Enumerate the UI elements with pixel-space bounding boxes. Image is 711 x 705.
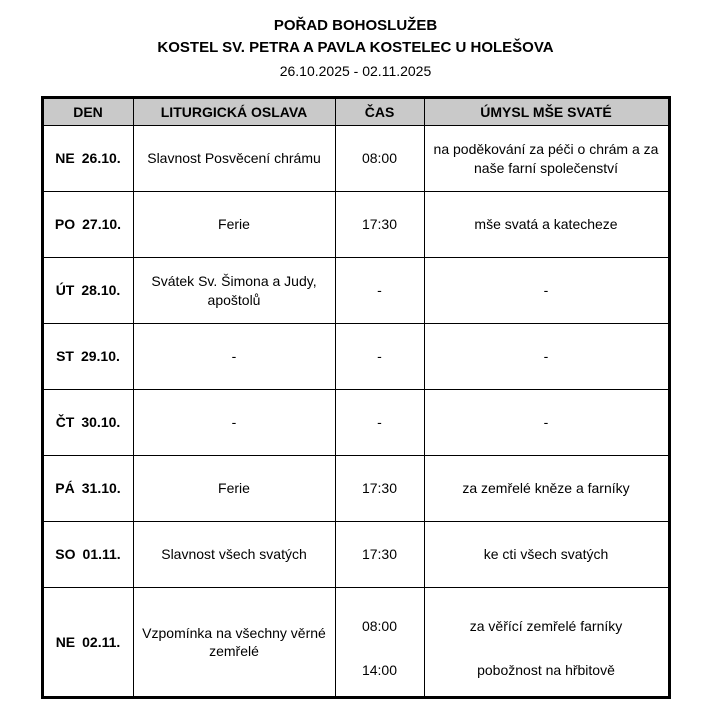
day-cell [42,456,133,522]
day-cell [42,522,133,588]
table-row [42,258,669,324]
table-row [42,522,669,588]
table-row [42,390,669,456]
date-range: 26.10.2025 - 02.11.2025 [279,62,432,79]
time-entry: 08:00 [361,617,398,634]
table-row [42,588,669,698]
intention-stack [431,605,662,681]
celebration-cell: Ferie [133,192,335,258]
day-abbr: PÁ [55,480,75,497]
time-cell: 17:30 [335,192,424,258]
intention-cell: ke cti všech svatých [424,522,669,588]
table-header-row [42,98,669,126]
time-cell: 08:00 [335,126,424,192]
time-cell: 17:30 [335,456,424,522]
day-abbr: NE [55,633,76,650]
day-date: 30.10. [81,414,121,431]
day-abbr: ST [56,348,74,365]
intention-cell: za zemřelé kněze a farníky [424,456,669,522]
table-row [42,324,669,390]
day-date: 31.10. [81,480,121,497]
day-date: 29.10. [80,348,120,365]
day-cell [42,324,133,390]
celebration-cell: Slavnost všech svatých [133,522,335,588]
intention-cell: - [424,390,669,456]
time-cell: - [335,258,424,324]
intention-cell: na poděkování za péči o chrám a za naše farní společenství [424,126,669,192]
day-cell [42,390,133,456]
day-cell [42,258,133,324]
table-row [42,126,669,192]
table-row [42,192,669,258]
time-cell: - [335,324,424,390]
day-date: 28.10. [81,282,121,299]
day-date: 01.11. [82,546,121,563]
celebration-cell: Vzpomínka na všechny věrné zemřelé [133,588,335,698]
day-cell [42,192,133,258]
column-header-celebration: LITURGICKÁ OSLAVA [133,98,335,126]
day-date: 27.10. [82,216,122,233]
table-row [42,456,669,522]
day-date: 26.10. [81,150,121,167]
day-abbr: NE [55,150,75,167]
celebration-cell: - [133,390,335,456]
celebration-cell: Slavnost Posvěcení chrámu [133,126,335,192]
intention-cell: - [424,258,669,324]
schedule-table [41,96,671,699]
celebration-cell: - [133,324,335,390]
column-header-day: DEN [42,98,133,126]
day-date: 02.11. [82,633,121,650]
celebration-cell: Ferie [133,456,335,522]
page-title: POŘAD BOHOSLUŽEB [273,17,438,34]
time-stack [342,605,418,681]
intention-entry: za věřící zemřelé farníky [469,617,623,634]
day-abbr: ČT [55,414,75,431]
day-cell [42,588,133,698]
day-cell [42,126,133,192]
time-cell [335,588,424,698]
time-entry: 14:00 [361,662,398,679]
page-subtitle: KOSTEL SV. PETRA A PAVLA KOSTELEC U HOLEŠOVA [157,39,554,57]
time-cell: 17:30 [335,522,424,588]
document-header [0,16,711,80]
column-header-time: ČAS [335,98,424,126]
day-abbr: PO [54,216,76,233]
day-abbr: SO [55,546,76,563]
column-header-intention: ÚMYSL MŠE SVATÉ [424,98,669,126]
day-abbr: ÚT [55,282,75,299]
intention-entry: pobožnost na hřbitově [477,662,615,679]
time-cell: - [335,390,424,456]
intention-cell [424,588,669,698]
celebration-cell: Svátek Sv. Šimona a Judy, apoštolů [133,258,335,324]
intention-cell: mše svatá a katecheze [424,192,669,258]
intention-cell: - [424,324,669,390]
